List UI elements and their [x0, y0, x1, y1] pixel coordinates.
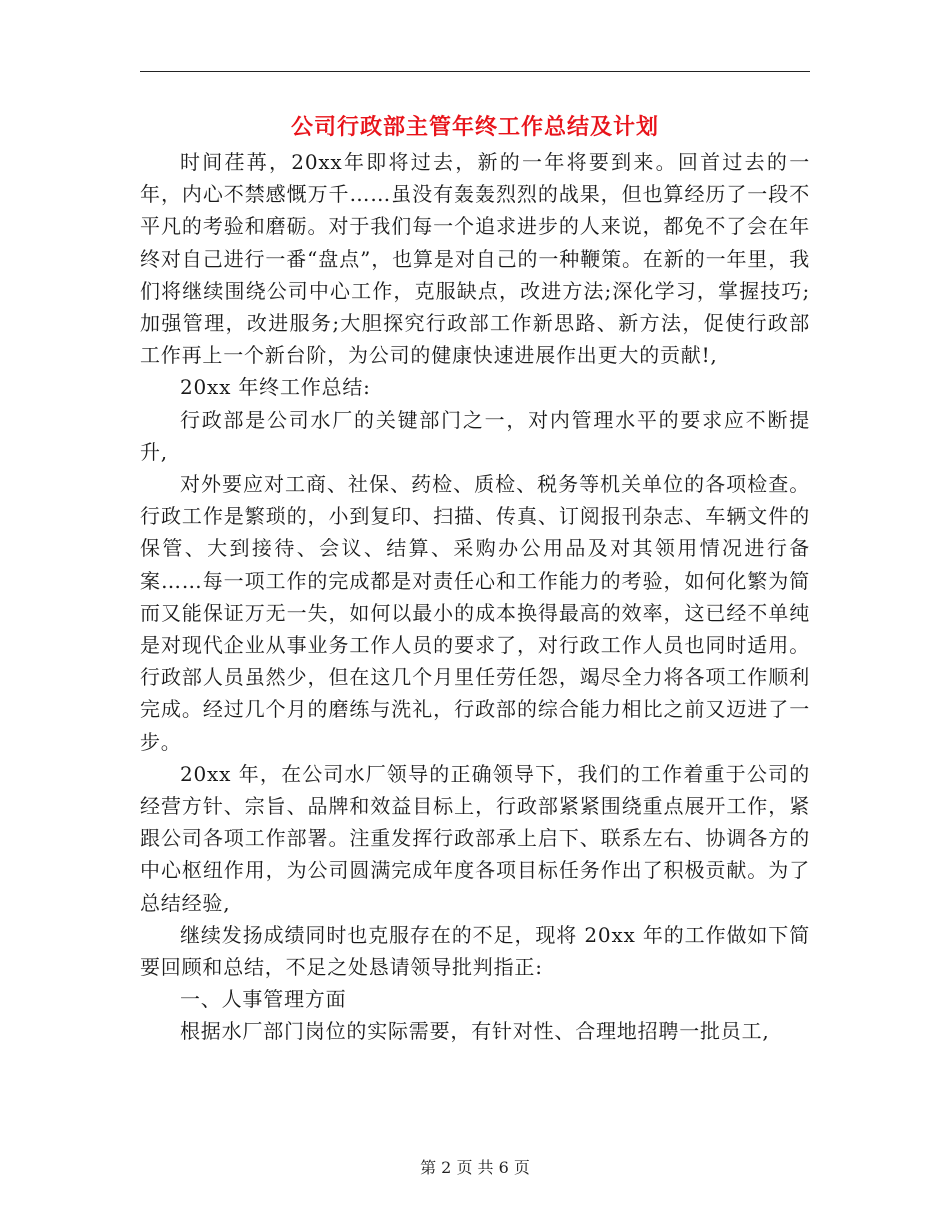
paragraph-intro: 时间荏苒，20xx年即将过去，新的一年将要到来。回首过去的一年，内心不禁感慨万千……虽没有轰轰烈烈的战果，但也算经历了一段不平凡的考验和磨砺。对于我们每一个追求进步的人来说，都免不了会在年终对自己进行一番“盘点”，也算是对自己的一种鞭策。在新的一年里，我们将继续围绕公司中心工作，克服缺点，改进方法;深化学习，掌握技巧;加强管理，改进服务;大胆探究行政部工作新思路、新方法，促使行政部工作再上一个新台阶，为公司的健康快速进展作出更大的贡献!,	[140, 150, 810, 368]
document-body	[140, 146, 810, 1048]
page-number: 第 2 页 共 6 页	[420, 1158, 530, 1177]
paragraph-department-role: 行政部是公司水厂的关键部门之一，对内管理水平的要求应不断提升,	[140, 407, 810, 464]
paragraph-summary-heading: 20xx 年终工作总结:	[180, 375, 371, 400]
section-heading-hr: 一、人事管理方面	[180, 987, 347, 1012]
paragraph-continue: 继续发扬成绩同时也克服存在的不足，现将 20xx 年的工作做如下简要回顾和总结，不足之处恳请领导批判指正:	[140, 922, 810, 980]
paragraph-year-review: 20xx 年，在公司水厂领导的正确领导下，我们的工作着重于公司的经营方针、宗旨、品牌和效益目标上，行政部紧紧围绕重点展开工作，紧跟公司各项工作部署。注重发挥行政部承上启下、联系左右、协调各方的中心枢纽作用，为公司圆满完成年度各项目标任务作出了积极贡献。为了总结经验,	[140, 761, 810, 915]
paragraph-recruitment: 根据水厂部门岗位的实际需要，有针对性、合理地招聘一批员工,	[180, 1019, 770, 1044]
paragraph-external-duties: 对外要应对工商、社保、药检、质检、税务等机关单位的各项检查。行政工作是繁琐的，小到复印、扫描、传真、订阅报刊杂志、车辆文件的保管、大到接待、会议、结算、采购办公用品及对其领用情况进行备案……每一项工作的完成都是对责任心和工作能力的考验，如何化繁为简而又能保证万无一失，如何以最小的成本换得最高的效率，这已经不单纯是对现代企业从事业务工作人员的要求了，对行政工作人员也同时适用。行政部人员虽然少，但在这几个月里任劳任怨，竭尽全力将各项工作顺利完成。经过几个月的磨练与洗礼，行政部的综合能力相比之前又迈进了一步。	[140, 472, 810, 754]
header-rule	[140, 71, 810, 72]
document-title: 公司行政部主管年终工作总结及计划	[290, 114, 659, 140]
